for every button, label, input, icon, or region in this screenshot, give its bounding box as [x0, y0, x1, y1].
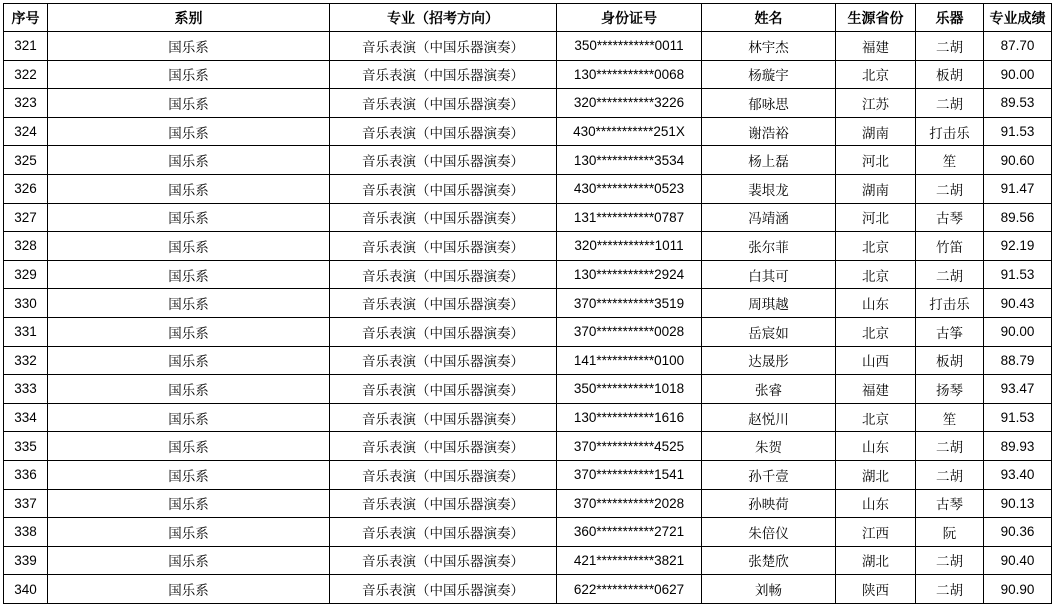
cell-department: 国乐系 [48, 460, 330, 489]
cell-name: 张睿 [702, 375, 836, 404]
cell-index: 326 [4, 174, 48, 203]
cell-province: 山东 [836, 489, 916, 518]
cell-province: 北京 [836, 60, 916, 89]
table-header [4, 4, 1052, 32]
cell-id-number: 350***********0011 [557, 32, 702, 61]
cell-id-number: 622***********0627 [557, 575, 702, 604]
table-row [4, 174, 1052, 203]
cell-name: 杨上磊 [702, 146, 836, 175]
cell-province: 湖北 [836, 460, 916, 489]
table-row [4, 460, 1052, 489]
cell-instrument: 二胡 [916, 174, 984, 203]
cell-id-number: 370***********0028 [557, 317, 702, 346]
cell-major: 音乐表演（中国乐器演奏） [330, 174, 557, 203]
cell-index: 335 [4, 432, 48, 461]
table-row [4, 146, 1052, 175]
header-col-score: 专业成绩 [984, 4, 1052, 32]
cell-department: 国乐系 [48, 575, 330, 604]
cell-score: 93.47 [984, 375, 1052, 404]
cell-name: 林宇杰 [702, 32, 836, 61]
cell-name: 朱贺 [702, 432, 836, 461]
cell-id-number: 141***********0100 [557, 346, 702, 375]
cell-instrument: 打击乐 [916, 117, 984, 146]
cell-score: 89.93 [984, 432, 1052, 461]
cell-score: 90.90 [984, 575, 1052, 604]
cell-score: 91.53 [984, 117, 1052, 146]
table-row [4, 375, 1052, 404]
cell-major: 音乐表演（中国乐器演奏） [330, 546, 557, 575]
cell-index: 327 [4, 203, 48, 232]
cell-province: 北京 [836, 403, 916, 432]
cell-id-number: 130***********3534 [557, 146, 702, 175]
cell-index: 322 [4, 60, 48, 89]
cell-province: 湖南 [836, 174, 916, 203]
header-col-id-number: 身份证号 [557, 4, 702, 32]
cell-major: 音乐表演（中国乐器演奏） [330, 260, 557, 289]
cell-score: 90.00 [984, 60, 1052, 89]
cell-department: 国乐系 [48, 432, 330, 461]
cell-major: 音乐表演（中国乐器演奏） [330, 232, 557, 261]
table-row [4, 317, 1052, 346]
cell-province: 河北 [836, 203, 916, 232]
cell-index: 337 [4, 489, 48, 518]
cell-province: 北京 [836, 260, 916, 289]
cell-department: 国乐系 [48, 289, 330, 318]
cell-index: 334 [4, 403, 48, 432]
cell-major: 音乐表演（中国乐器演奏） [330, 575, 557, 604]
cell-department: 国乐系 [48, 346, 330, 375]
cell-instrument: 古筝 [916, 317, 984, 346]
cell-name: 周琪越 [702, 289, 836, 318]
cell-index: 338 [4, 518, 48, 547]
cell-instrument: 二胡 [916, 575, 984, 604]
cell-index: 333 [4, 375, 48, 404]
cell-department: 国乐系 [48, 203, 330, 232]
cell-department: 国乐系 [48, 489, 330, 518]
cell-major: 音乐表演（中国乐器演奏） [330, 117, 557, 146]
table-row [4, 518, 1052, 547]
cell-index: 339 [4, 546, 48, 575]
header-col-department: 系别 [48, 4, 330, 32]
cell-name: 达晟彤 [702, 346, 836, 375]
header-col-province: 生源省份 [836, 4, 916, 32]
table-row [4, 203, 1052, 232]
cell-province: 陕西 [836, 575, 916, 604]
cell-instrument: 竹笛 [916, 232, 984, 261]
header-row [4, 4, 1052, 32]
table-row [4, 32, 1052, 61]
table-body [4, 32, 1052, 604]
cell-index: 328 [4, 232, 48, 261]
cell-name: 白其可 [702, 260, 836, 289]
table-row [4, 117, 1052, 146]
cell-score: 91.53 [984, 260, 1052, 289]
table-row [4, 489, 1052, 518]
cell-instrument: 二胡 [916, 89, 984, 118]
cell-name: 张尔菲 [702, 232, 836, 261]
cell-index: 340 [4, 575, 48, 604]
cell-instrument: 古琴 [916, 203, 984, 232]
cell-name: 裴垠龙 [702, 174, 836, 203]
table-row [4, 60, 1052, 89]
cell-score: 91.47 [984, 174, 1052, 203]
cell-id-number: 421***********3821 [557, 546, 702, 575]
cell-department: 国乐系 [48, 89, 330, 118]
cell-major: 音乐表演（中国乐器演奏） [330, 60, 557, 89]
cell-province: 山西 [836, 346, 916, 375]
header-col-name: 姓名 [702, 4, 836, 32]
cell-major: 音乐表演（中国乐器演奏） [330, 403, 557, 432]
cell-department: 国乐系 [48, 518, 330, 547]
cell-instrument: 二胡 [916, 260, 984, 289]
cell-province: 北京 [836, 232, 916, 261]
cell-index: 323 [4, 89, 48, 118]
cell-score: 87.70 [984, 32, 1052, 61]
cell-instrument: 二胡 [916, 432, 984, 461]
cell-department: 国乐系 [48, 174, 330, 203]
cell-province: 湖北 [836, 546, 916, 575]
cell-department: 国乐系 [48, 317, 330, 346]
cell-id-number: 430***********0523 [557, 174, 702, 203]
cell-instrument: 二胡 [916, 546, 984, 575]
cell-name: 杨璇宇 [702, 60, 836, 89]
cell-id-number: 370***********1541 [557, 460, 702, 489]
cell-score: 90.13 [984, 489, 1052, 518]
cell-index: 321 [4, 32, 48, 61]
cell-department: 国乐系 [48, 146, 330, 175]
cell-name: 朱倍仪 [702, 518, 836, 547]
table-row [4, 403, 1052, 432]
cell-score: 90.43 [984, 289, 1052, 318]
table-row [4, 346, 1052, 375]
cell-major: 音乐表演（中国乐器演奏） [330, 32, 557, 61]
cell-id-number: 370***********3519 [557, 289, 702, 318]
cell-id-number: 320***********1011 [557, 232, 702, 261]
header-col-index: 序号 [4, 4, 48, 32]
header-col-instrument: 乐器 [916, 4, 984, 32]
cell-name: 刘畅 [702, 575, 836, 604]
cell-index: 325 [4, 146, 48, 175]
cell-name: 孙千壹 [702, 460, 836, 489]
cell-name: 张楚欣 [702, 546, 836, 575]
cell-major: 音乐表演（中国乐器演奏） [330, 346, 557, 375]
cell-name: 赵悦川 [702, 403, 836, 432]
table-row [4, 289, 1052, 318]
cell-score: 92.19 [984, 232, 1052, 261]
cell-province: 北京 [836, 317, 916, 346]
cell-instrument: 扬琴 [916, 375, 984, 404]
cell-id-number: 360***********2721 [557, 518, 702, 547]
cell-major: 音乐表演（中国乐器演奏） [330, 518, 557, 547]
cell-major: 音乐表演（中国乐器演奏） [330, 432, 557, 461]
cell-name: 冯靖涵 [702, 203, 836, 232]
cell-score: 90.00 [984, 317, 1052, 346]
cell-instrument: 笙 [916, 403, 984, 432]
table-row [4, 89, 1052, 118]
cell-id-number: 130***********0068 [557, 60, 702, 89]
cell-score: 91.53 [984, 403, 1052, 432]
table-row [4, 546, 1052, 575]
cell-major: 音乐表演（中国乐器演奏） [330, 89, 557, 118]
cell-major: 音乐表演（中国乐器演奏） [330, 289, 557, 318]
header-col-major: 专业（招考方向） [330, 4, 557, 32]
cell-name: 谢浩裕 [702, 117, 836, 146]
cell-id-number: 130***********1616 [557, 403, 702, 432]
cell-province: 福建 [836, 32, 916, 61]
cell-department: 国乐系 [48, 403, 330, 432]
cell-score: 93.40 [984, 460, 1052, 489]
cell-id-number: 320***********3226 [557, 89, 702, 118]
cell-score: 89.53 [984, 89, 1052, 118]
cell-score: 88.79 [984, 346, 1052, 375]
cell-department: 国乐系 [48, 546, 330, 575]
cell-instrument: 二胡 [916, 460, 984, 489]
table-row [4, 432, 1052, 461]
cell-score: 90.60 [984, 146, 1052, 175]
cell-index: 336 [4, 460, 48, 489]
results-table [3, 3, 1052, 604]
cell-department: 国乐系 [48, 260, 330, 289]
cell-index: 324 [4, 117, 48, 146]
cell-instrument: 古琴 [916, 489, 984, 518]
cell-id-number: 370***********2028 [557, 489, 702, 518]
table-row [4, 260, 1052, 289]
cell-major: 音乐表演（中国乐器演奏） [330, 317, 557, 346]
cell-province: 江西 [836, 518, 916, 547]
cell-province: 河北 [836, 146, 916, 175]
cell-name: 郁咏思 [702, 89, 836, 118]
cell-department: 国乐系 [48, 375, 330, 404]
cell-instrument: 板胡 [916, 60, 984, 89]
cell-major: 音乐表演（中国乐器演奏） [330, 203, 557, 232]
cell-instrument: 阮 [916, 518, 984, 547]
cell-major: 音乐表演（中国乐器演奏） [330, 489, 557, 518]
cell-province: 山东 [836, 289, 916, 318]
cell-index: 332 [4, 346, 48, 375]
cell-province: 山东 [836, 432, 916, 461]
cell-id-number: 370***********4525 [557, 432, 702, 461]
table-row [4, 232, 1052, 261]
cell-instrument: 打击乐 [916, 289, 984, 318]
cell-index: 331 [4, 317, 48, 346]
cell-instrument: 板胡 [916, 346, 984, 375]
cell-score: 90.36 [984, 518, 1052, 547]
cell-major: 音乐表演（中国乐器演奏） [330, 146, 557, 175]
cell-department: 国乐系 [48, 60, 330, 89]
cell-index: 329 [4, 260, 48, 289]
cell-name: 孙映荷 [702, 489, 836, 518]
cell-instrument: 笙 [916, 146, 984, 175]
cell-id-number: 130***********2924 [557, 260, 702, 289]
cell-province: 福建 [836, 375, 916, 404]
cell-score: 90.40 [984, 546, 1052, 575]
cell-id-number: 430***********251X [557, 117, 702, 146]
cell-province: 湖南 [836, 117, 916, 146]
cell-instrument: 二胡 [916, 32, 984, 61]
cell-department: 国乐系 [48, 32, 330, 61]
cell-province: 江苏 [836, 89, 916, 118]
cell-index: 330 [4, 289, 48, 318]
cell-score: 89.56 [984, 203, 1052, 232]
cell-major: 音乐表演（中国乐器演奏） [330, 375, 557, 404]
cell-id-number: 131***********0787 [557, 203, 702, 232]
table-row [4, 575, 1052, 604]
cell-department: 国乐系 [48, 117, 330, 146]
cell-name: 岳宸如 [702, 317, 836, 346]
cell-id-number: 350***********1018 [557, 375, 702, 404]
cell-major: 音乐表演（中国乐器演奏） [330, 460, 557, 489]
cell-department: 国乐系 [48, 232, 330, 261]
